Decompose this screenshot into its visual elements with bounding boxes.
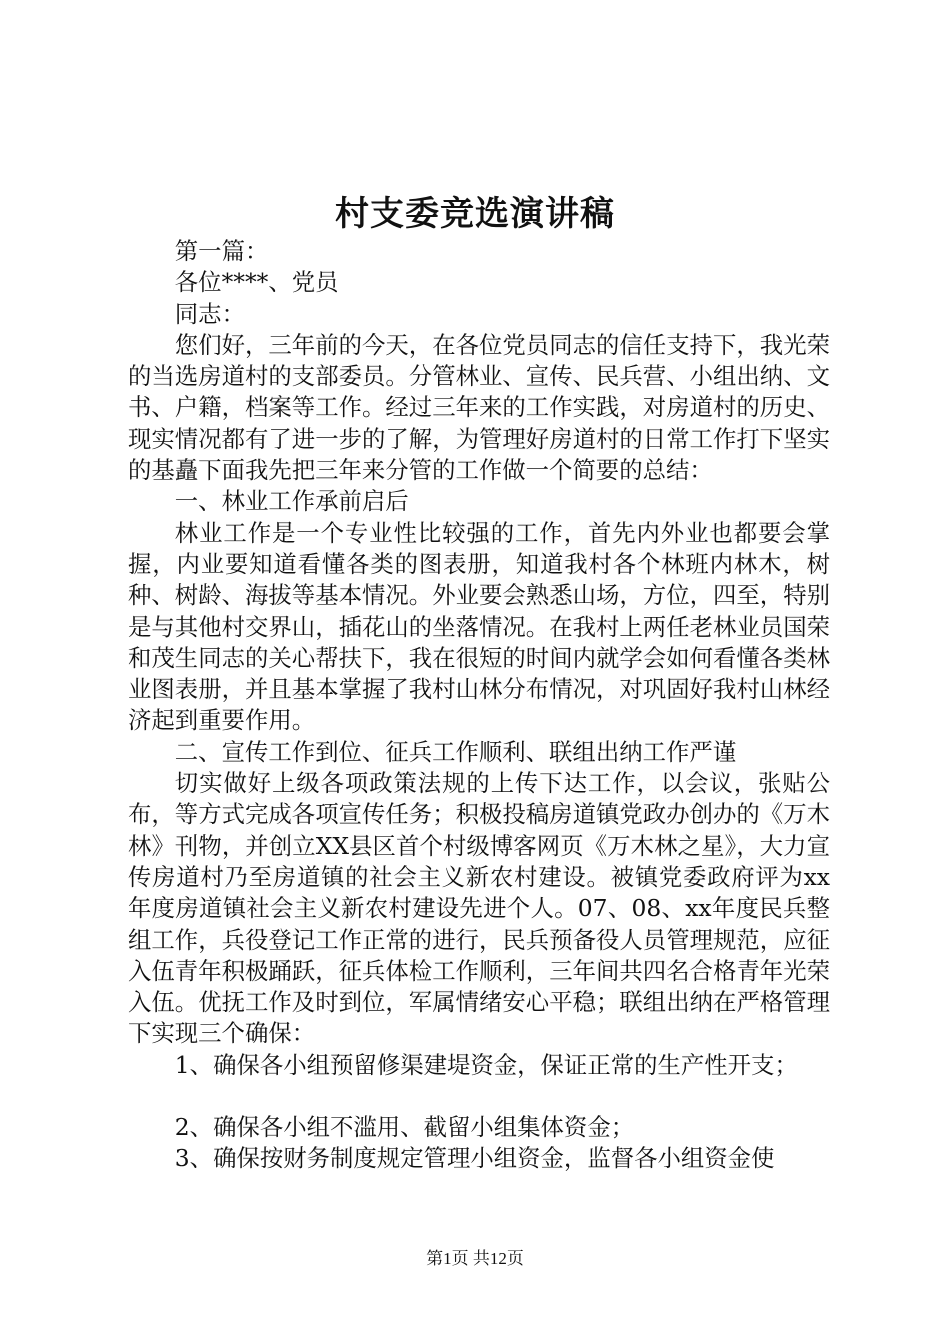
- list-item: 3、确保按财务制度规定管理小组资金，监督各小组资金使: [174, 1144, 775, 1173]
- paragraph: 您们好，三年前的今天，在各位党员同志的信任支持下，我光荣的当选房道村的支部委员。分管林业、宣传、民兵营、小组出纳、文书、户籍，档案等工作。经过三年来的工作实践，对房道村的历史、现实情况都有了进一步的了解，为管理好房道村的日常工作打下坚实的基矗下面我先把三年来分管的工作做一个简要的总结：: [128, 330, 830, 485]
- paragraph: 切实做好上级各项政策法规的上传下达工作，以会议，张贴公布，等方式完成各项宣传任务；积极投稿房道镇党政办创办的《万木林》刊物，并创立XX县区首个村级博客网页《万木林之星》，大力宣传房道村乃至房道镇的社会主义新农村建设。被镇党委政府评为xx年度房道镇社会主义新农村建设先进个人。07、08、xx年度民兵整组工作，兵役登记工作正常的进行，民兵预备役人员管理规范，应征入伍青年积极踊跃，征兵体检工作顺利，三年间共四名合格青年光荣入伍。优抚工作及时到位，军属情绪安心平稳；联组出纳在严格管理下实现三个确保：: [128, 769, 830, 1048]
- page-footer: 第1页 共12页: [426, 1249, 524, 1268]
- paragraph: 同志：: [174, 299, 245, 328]
- document-body: [128, 236, 830, 1175]
- section-heading: 一、林业工作承前启后: [174, 487, 409, 516]
- list-item: 2、确保各小组不滥用、截留小组集体资金；: [174, 1113, 635, 1142]
- section-heading: 二、宣传工作到位、征兵工作顺利、联组出纳工作严谨: [174, 737, 737, 766]
- list-item: 1、确保各小组预留修渠建堤资金，保证正常的生产性开支；: [174, 1050, 798, 1079]
- paragraph: 林业工作是一个专业性比较强的工作，首先内外业也都要会掌握，内业要知道看懂各类的图表册，知道我村各个林班内林木，树种、树龄、海拔等基本情况。外业要会熟悉山场，方位，四至，特别是与其他村交界山，插花山的坐落情况。在我村上两任老林业员国荣和茂生同志的关心帮扶下，我在很短的时间内就学会如何看懂各类林业图表册，并且基本掌握了我村山林分布情况，对巩固好我村山林经济起到重要作用。: [128, 518, 830, 735]
- document-title: 村支委竞选演讲稿: [335, 194, 615, 234]
- paragraph: 第一篇：: [174, 237, 269, 265]
- paragraph: 各位****、党员: [174, 268, 339, 297]
